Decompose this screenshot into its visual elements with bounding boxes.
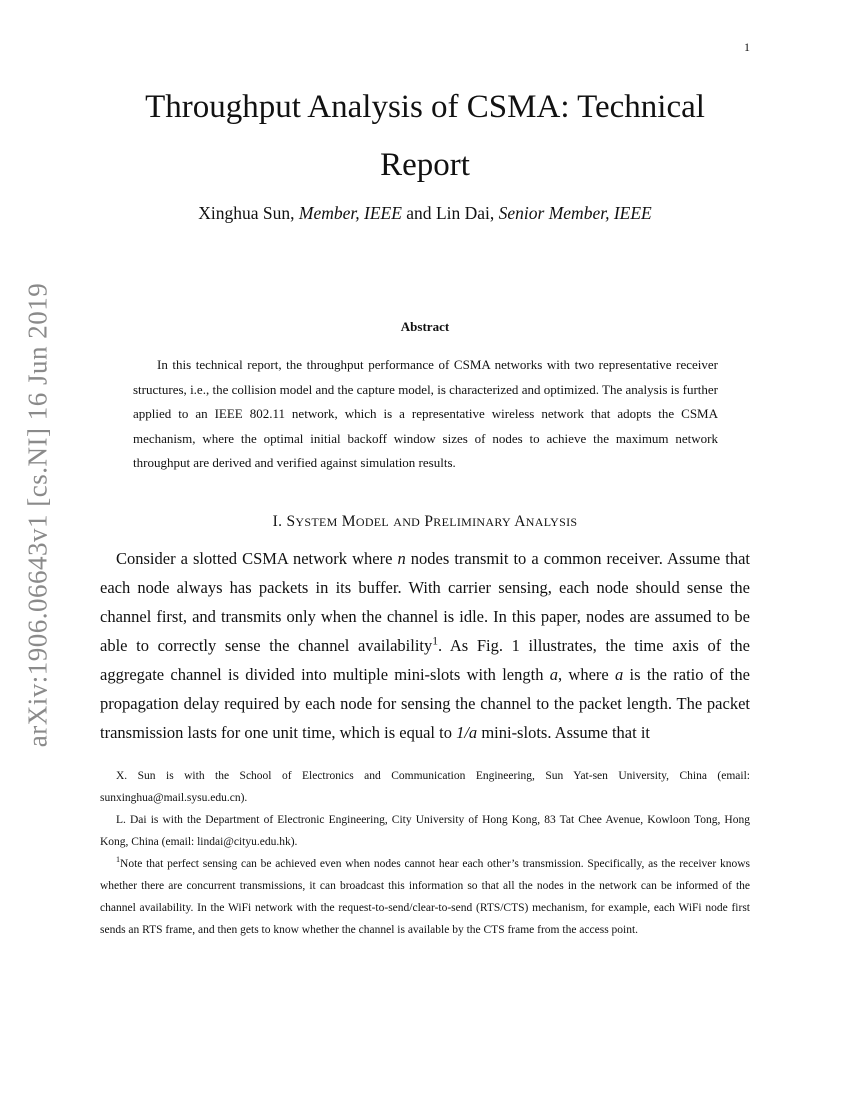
text-run: is the ratio of the propagation delay required by each node for sensing the channel to the packet length. The packet transmission lasts for one unit time, which is equal to bbox=[100, 665, 750, 742]
section-word-rest: RELIMINARY bbox=[433, 515, 511, 529]
author-2-role: Senior Member, IEEE bbox=[498, 203, 652, 223]
math-variable: a bbox=[615, 665, 624, 684]
text-run: mini-slots. Assume that it bbox=[477, 723, 650, 742]
affiliation-footnote-1: X. Sun is with the School of Electronics and Communication Engineering, Sun Yat-sen University, China (email: sunxinghua@mail.sysu.edu.cn). bbox=[100, 770, 750, 804]
abstract-text: In this technical report, the throughput performance of CSMA networks with two representative receiver structures, i.e., the collision model and the capture model, is characterized and optimized. The analysis is further applied to an IEEE 802.11 network, which is a representative wireless network that adopts the CSMA mechanism, where the optimal initial backoff window sizes of nodes to achieve the maximum network throughput are derived and verified against simulation results. bbox=[133, 357, 718, 470]
footnote-1-text: Note that perfect sensing can be achieved even when nodes cannot hear each other’s transmission. Specifically, as the receiver knows whether there are concurrent transmissions, it can broadcast this information so that all the nodes in the network can be informed of the channel availability. In the WiFi network with the request-to-send/clear-to-send (RTS/CTS) mechanism, for example, each WiFi node first sends an RTS frame, and then gets to know whether the channel is available by the CTS frame from the access point. bbox=[100, 858, 750, 936]
author-1-role: Member, IEEE bbox=[298, 203, 402, 223]
page-number: 1 bbox=[744, 40, 750, 54]
math-expression: 1/a bbox=[456, 723, 478, 742]
text-run: Consider a slotted CSMA network where bbox=[116, 549, 398, 568]
section-word-initial: P bbox=[424, 513, 434, 530]
section-word bbox=[424, 513, 511, 530]
text-run: , where bbox=[558, 665, 616, 684]
abstract-heading: Abstract bbox=[400, 319, 450, 334]
footnote-marker: 1 bbox=[116, 855, 121, 865]
section-word-initial: A bbox=[514, 513, 526, 530]
author-conjunction: and bbox=[406, 203, 432, 223]
section-word bbox=[286, 513, 337, 530]
arxiv-identifier: arXiv:1906.06643v1 [cs.NI] 16 Jun 2019 bbox=[22, 282, 53, 748]
footnote-marker: 1 bbox=[432, 635, 439, 648]
section-word-initial: M bbox=[341, 513, 356, 530]
math-variable: n bbox=[397, 549, 406, 568]
text-run: . As Fig. 1 illustrates, the time axis of the aggregate channel is divided into multiple mini-slots with length bbox=[100, 636, 750, 684]
section-word-rest: AND bbox=[393, 515, 421, 529]
section-number: I. bbox=[272, 513, 283, 530]
author-line bbox=[100, 203, 750, 224]
affiliation-footnote-2: L. Dai is with the Department of Electronic Engineering, City University of Hong Kong, 83 Tat Chee Avenue, Kowloon Tong, Hong Kong, China (email: lindai@cityu.edu.hk). bbox=[100, 814, 750, 848]
author-1-name: Xinghua Sun, bbox=[198, 203, 295, 223]
section-word-rest: ODEL bbox=[355, 515, 390, 529]
section-word-rest: NALYSIS bbox=[525, 515, 578, 529]
section-word-initial: S bbox=[286, 513, 296, 530]
body-paragraph bbox=[100, 544, 750, 747]
section-heading bbox=[100, 513, 750, 531]
section-word-rest: YSTEM bbox=[295, 515, 338, 529]
math-variable: a bbox=[549, 665, 558, 684]
paper-title: Throughput Analysis of CSMA: Technical Report bbox=[145, 89, 705, 183]
section-word bbox=[342, 513, 389, 530]
author-2-name: Lin Dai, bbox=[435, 203, 495, 223]
section-word bbox=[393, 513, 420, 530]
footnote-1 bbox=[100, 853, 750, 941]
text-run: nodes transmit to a common receiver. Assume that each node always has packets in its buffer. With carrier sensing, each node should sense the channel first, and transmits only when the channel is idle. In this paper, nodes are assumed to be able to correctly sense the channel availability bbox=[100, 549, 750, 655]
footnotes bbox=[100, 765, 750, 941]
section-word bbox=[514, 513, 577, 530]
